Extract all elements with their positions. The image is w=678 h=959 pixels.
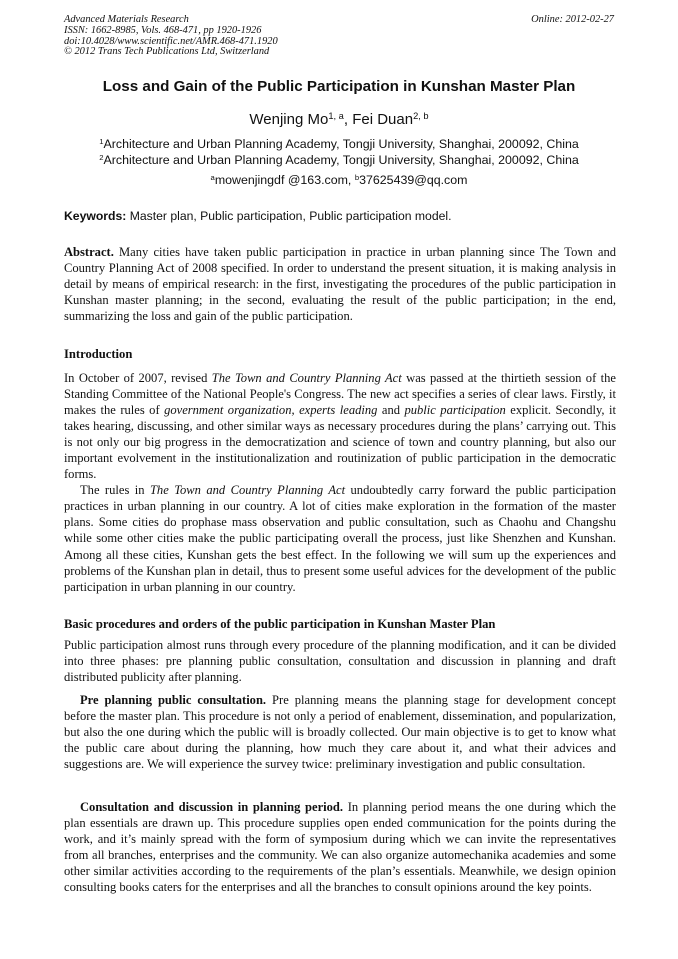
- affiliation-marker: 1: [99, 136, 104, 146]
- author-line: [40, 111, 638, 128]
- text-run: undoubtedly carry forward the public participation practices in urban planning in our country. A lot of cities make exploration in the formation of the master plans. Some cities do prophase mass observation and public consultation, such as Chaohu and Changshu while some other cities make the public participating overall the process, just like Shenzhen and Kunshan. Among all these cities, Kunshan gets the best effect. In the following we will sum up the experiences and problems of the Kunshan plan in detail, thus to present some useful advices for the development of the public participation in urban planning in our country.: [64, 483, 616, 594]
- emphasis: public participation: [404, 403, 506, 418]
- author-separator: ,: [343, 111, 353, 128]
- paragraph: [64, 482, 616, 594]
- affiliation-1: [40, 137, 638, 151]
- subsection-lead: Consultation and discussion in planning period.: [80, 800, 344, 814]
- doi-line: doi:10.4028/www.scientific.net/AMR.468-471.1920: [64, 35, 278, 47]
- pre-planning-section: [64, 692, 616, 772]
- affiliation-2: [40, 153, 638, 167]
- online-date: Online: 2012-02-27: [531, 14, 614, 25]
- act-title: The Town and Country Planning Act: [211, 371, 402, 385]
- text-run: The rules in: [80, 483, 150, 498]
- paragraph: Public participation almost runs through every procedure of the planning modification, and it can be divided into three phases: pre planning public consultation, consultation and discussion in planning and draft distributed publicity after planning.: [64, 638, 616, 685]
- text-run: In October of 2007, revised: [64, 371, 212, 385]
- email-marker: b: [354, 172, 360, 182]
- basic-procedures-body: [64, 637, 616, 685]
- affiliation-marker: 2: [99, 152, 104, 162]
- keywords-label: Keywords:: [64, 209, 127, 223]
- text-run: was passed at the thirtieth session of the Standing Committee of the National People's Congress. The new act specifies a series of clear laws. Firstly, it makes the rules of: [64, 371, 616, 418]
- consultation-section: [64, 799, 616, 895]
- affiliation-text: Architecture and Urban Planning Academy, Tongji University, Shanghai, 200092, China: [103, 153, 579, 167]
- author-name: Wenjing Mo: [249, 111, 329, 128]
- author-superscript: 1, a: [328, 110, 344, 121]
- email-marker: a: [210, 172, 215, 182]
- author-name: Fei Duan: [352, 111, 414, 128]
- text-run: explicit. Secondly, it takes hearing, discussing, and other similar ways as necessary procedures during the plans’ carrying out. This is not only our big progress in the democratization and science of town and country planning, but also our important evolvement in the institutionalization and routinization of public participation in the democratic forms.: [64, 403, 616, 482]
- paper-title: Loss and Gain of the Public Participation in Kunshan Master Plan: [102, 78, 576, 95]
- journal-header: [64, 15, 444, 58]
- text-run: Pre planning means the planning stage for development concept before the master plan. This procedure is not only a period of enablement, dissemination, and popularization, but also the one during which the public will is broadly collected. Our main objective is to get to know what the public care about during the planning, how much they care about it, and what their advices and suggestions are. We will experience the survey twice: preliminary investigation and public consultation.: [64, 693, 616, 772]
- section-heading-introduction: Introduction: [64, 347, 133, 361]
- email-address: 37625439@qq.com: [359, 173, 468, 187]
- text-run: In planning period means the one during which the plan essentials are drawn up. This procedure supplies open ended communication for the points during the work, and it’s mainly spread with the form of symposium during which we can invite the representatives from all branches, enterprises and the community. We can also organize automechanika academies and some other similar activities according to the requirements of the plan’s essentials. Meanwhile, we design opinion consulting books caters for the enterprises and all the branches to consult opinions around the key points.: [64, 800, 616, 895]
- abstract: [64, 244, 616, 324]
- email-line: [40, 173, 638, 187]
- keywords: [64, 209, 616, 223]
- act-title: The Town and Country Planning Act: [149, 483, 346, 498]
- paragraph: [64, 692, 616, 772]
- copyright-line: © 2012 Trans Tech Publications Ltd, Switzerland: [64, 46, 270, 58]
- keywords-text: Master plan, Public participation, Public participation model.: [126, 209, 452, 223]
- paragraph: [64, 370, 616, 482]
- paragraph: [64, 799, 616, 895]
- journal-name: Advanced Materials Research: [64, 14, 189, 25]
- abstract-text: Many cities have taken public participation in practice in urban planning since The Town and Country Planning Act of 2008 specified. In order to understand the present situation, it is making analysis in detail by means of empirical research: in the first, investigating the procedures of the public participation in Kunshan master planning; in the second, evaluating the result of the public participation; in the end, summarizing the loss and gain of the public participation.: [64, 245, 616, 324]
- issn-line: ISSN: 1662-8985, Vols. 468-471, pp 1920-1926: [64, 24, 262, 36]
- author-superscript: 2, b: [413, 110, 429, 121]
- affiliation-text: Architecture and Urban Planning Academy, Tongji University, Shanghai, 200092, China: [103, 137, 579, 151]
- introduction-body: [64, 370, 616, 595]
- abstract-label: Abstract.: [64, 245, 114, 259]
- subsection-lead: Pre planning public consultation.: [80, 693, 267, 707]
- email-address: mowenjingdf @163.com,: [214, 173, 355, 187]
- text-run: and: [377, 403, 405, 418]
- emphasis: government organization, experts leading: [164, 403, 378, 418]
- section-heading-basic-procedures: Basic procedures and orders of the public participation in Kunshan Master Plan: [64, 617, 496, 631]
